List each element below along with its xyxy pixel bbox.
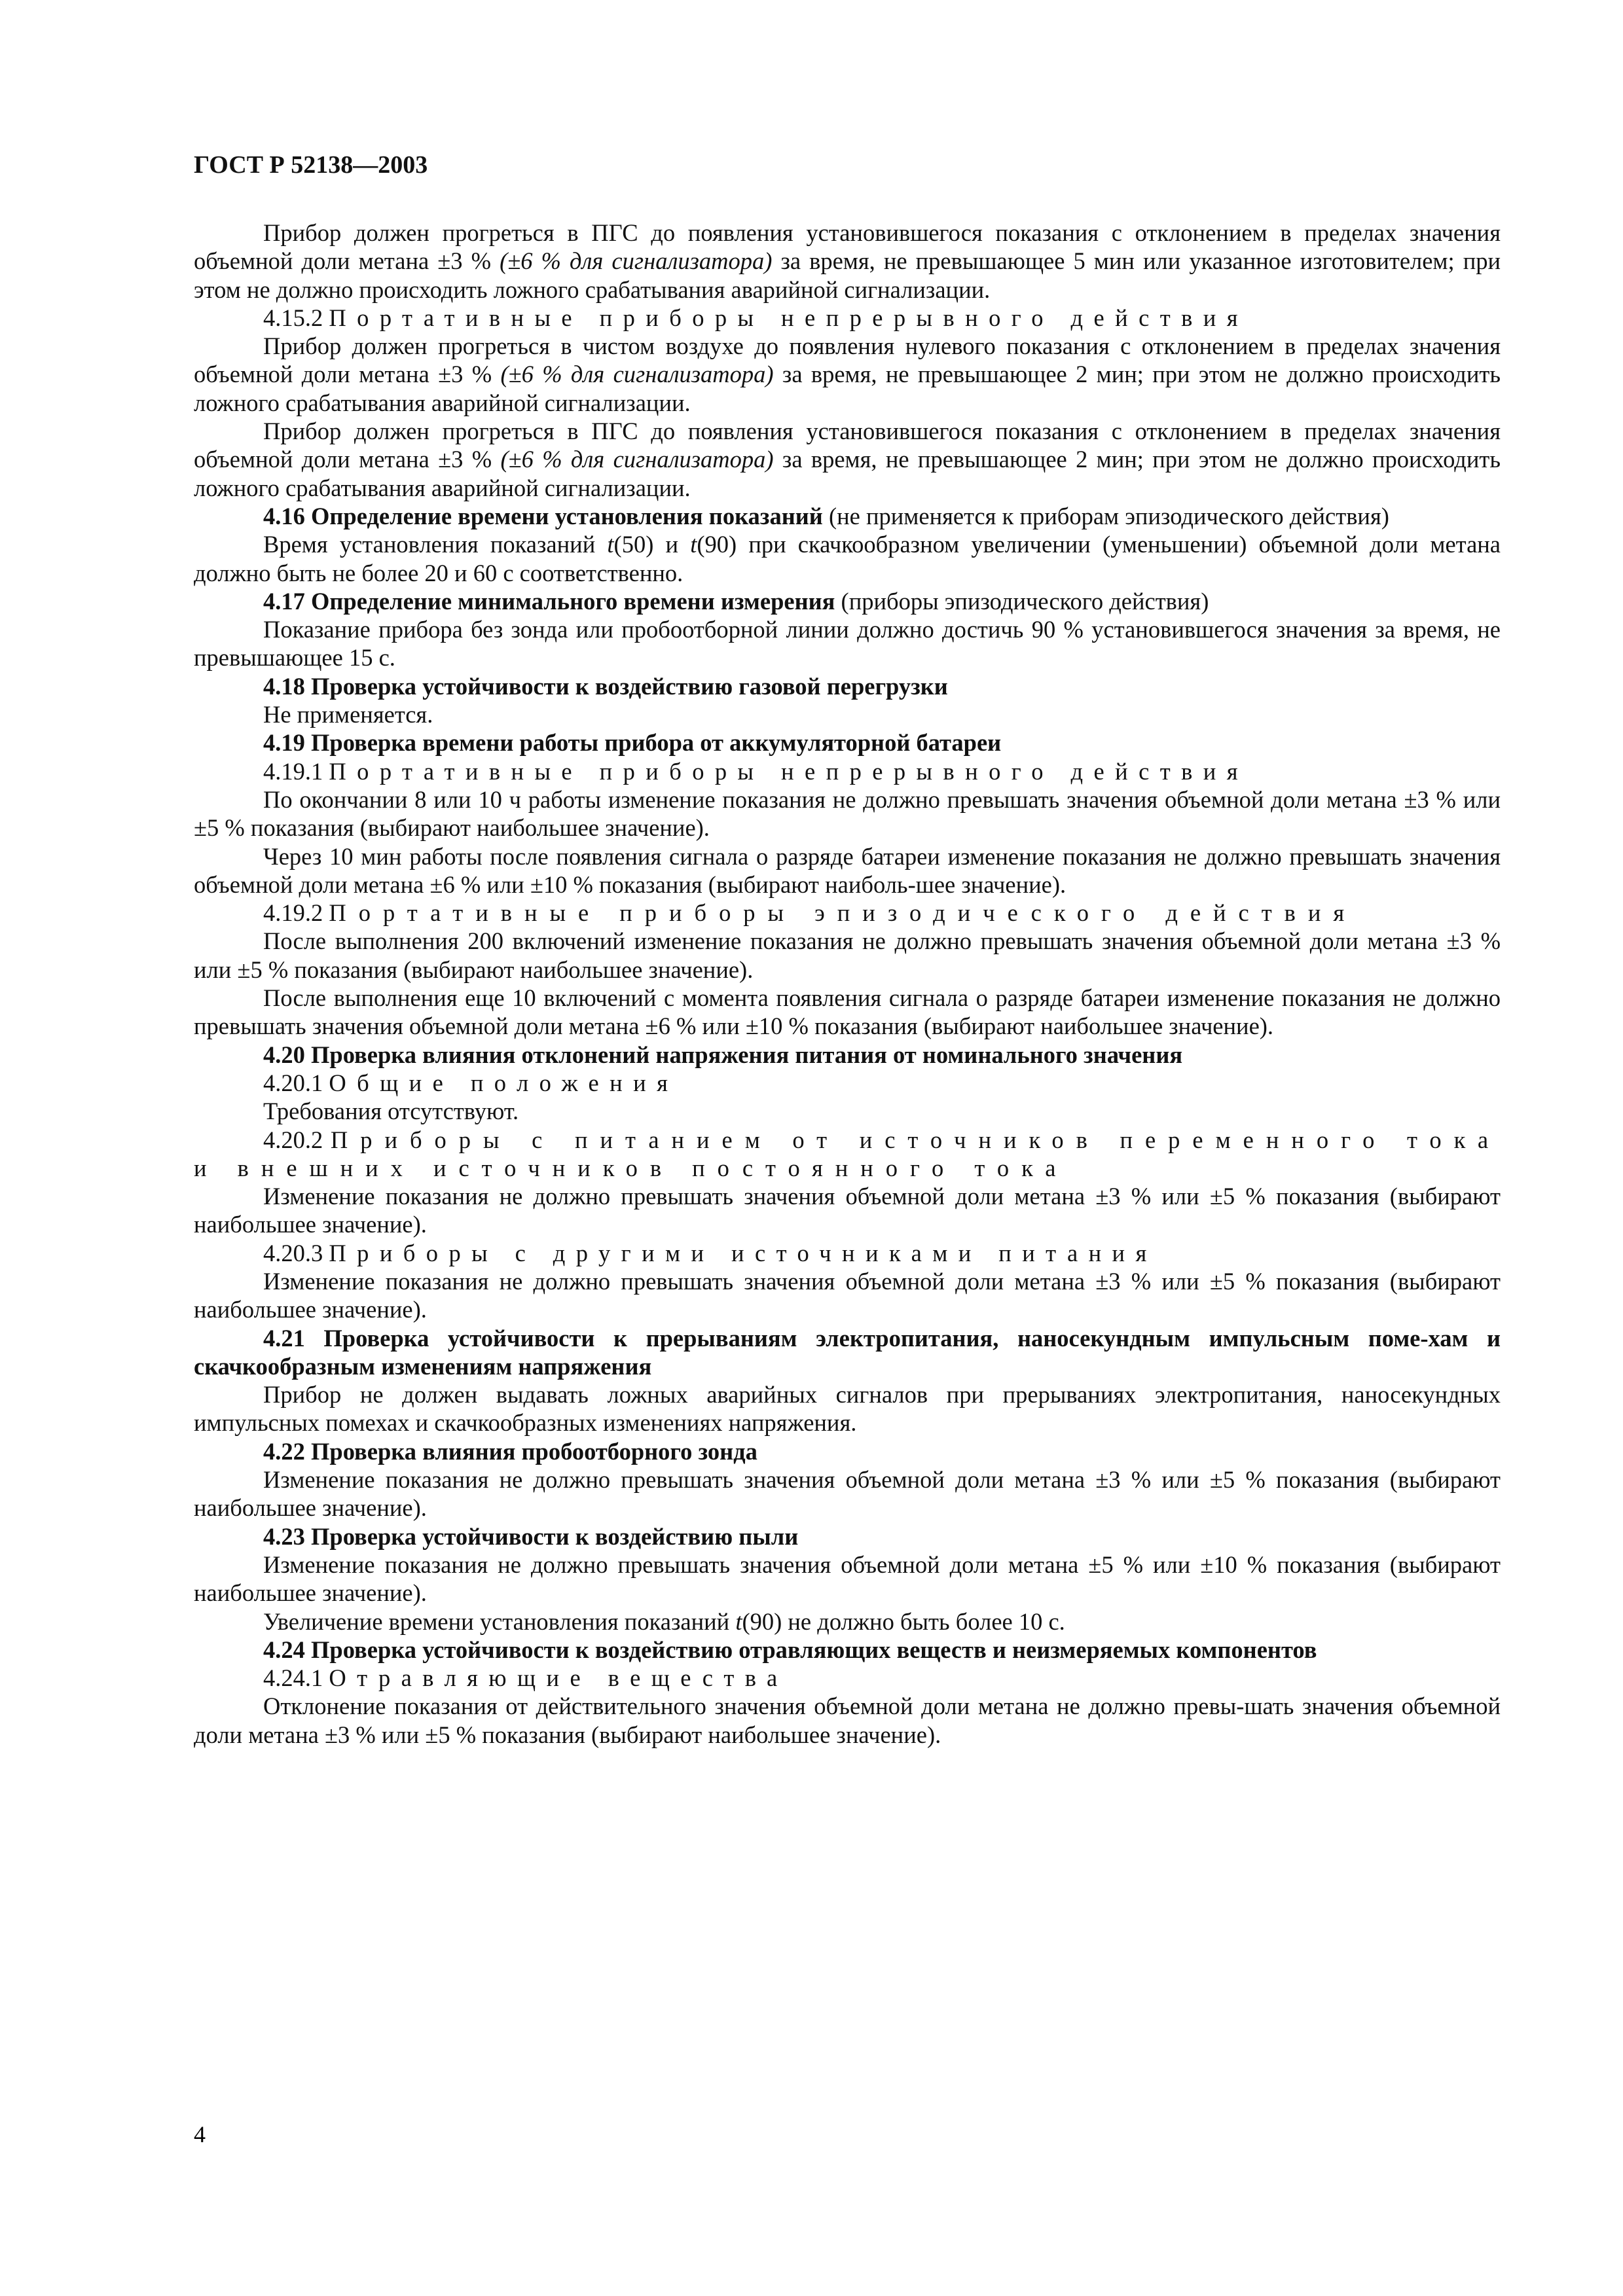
paragraph: Прибор должен прогреться в ПГС до появления установившегося показания с отклонением в пределах значения объемной доли метана ±3 % (±6 % для сигнализатора) за время, не превышающее 5 мин или указанное изготовителем; при этом не должно происходить ложного срабатывания аварийной сигнализации. [194,219,1501,303]
subsection-heading-4-19-1: 4.19.1 Портативные приборы непрерывного действия [263,757,1249,785]
subsection-heading-4-19-2: 4.19.2 Портативные приборы эпизодического действия [263,899,1357,927]
document-page [194,151,1501,1749]
section-heading-4-24: 4.24 Проверка устойчивости к воздействию отравляющих веществ и неизмеряемых компонентов [263,1636,1317,1663]
section-heading-4-22: 4.22 Проверка влияния пробоотборного зонда [263,1437,757,1465]
paragraph: После выполнения еще 10 включений с момента появления сигнала о разряде батареи изменение показания не должно превышать значения объемной доли метана ±6 % или ±10 % показания (выбирают наибольшее значение). [194,984,1501,1040]
paragraph: Изменение показания не должно превышать значения объемной доли метана ±3 % или ±5 % показания (выбирают наибольшее значение). [194,1466,1501,1522]
paragraph: Требования отсутствуют. [263,1098,519,1125]
paragraph: Время установления показаний t(50) и t(90) при скачкообразном увеличении (уменьшении) объемной доли метана должно быть не более 20 и 60 с соответственно. [194,531,1501,586]
paragraph: Прибор должен прогреться в чистом воздухе до появления нулевого показания с отклонением в пределах значения объемной доли метана ±3 % (±6 % для сигнализатора) за время, не превышающее 2 мин; при этом не должно происходить ложного срабатывания аварийной сигнализации. [194,332,1501,416]
paragraph: Не применяется. [263,701,433,728]
paragraph: Увеличение времени установления показаний t(90) не должно быть более 10 с. [263,1607,1065,1635]
subsection-heading-4-20-2: 4.20.2 Приборы с питанием от источников переменного тока и внешних источников постоянного тока [194,1126,1501,1181]
paragraph: После выполнения 200 включений изменение показания не должно превышать значения объемной доли метана ±3 % или ±5 % показания (выбирают наибольшее значение). [194,927,1501,983]
paragraph: Изменение показания не должно превышать значения объемной доли метана ±3 % или ±5 % показания (выбирают наибольшее значение). [194,1183,1501,1238]
section-heading-4-17: 4.17 Определение минимального времени измерения (приборы эпизодического действия) [263,587,1209,615]
paragraph: Через 10 мин работы после появления сигнала о разряде батареи изменение показания не должно превышать значения объемной доли метана ±6 % или ±10 % показания (выбирают наиболь-шее значение). [194,842,1501,898]
section-heading-4-20: 4.20 Проверка влияния отклонений напряжения питания от номинального значения [263,1041,1183,1068]
section-heading-4-16: 4.16 Определение времени установления показаний (не применяется к приборам эпизодического действия) [263,502,1389,529]
paragraph: Прибор не должен выдавать ложных аварийных сигналов при прерываниях электропитания, наносекундных импульсных помехах и скачкообразных изменениях напряжения. [194,1381,1501,1437]
page-header-title: ГОСТ Р 52138—2003 [194,151,428,179]
subsection-heading-4-15-2: 4.15.2 Портативные приборы непрерывного действия [263,304,1249,331]
subsection-heading-4-20-3: 4.20.3 Приборы с другими источниками питания [263,1239,1158,1266]
paragraph: Отклонение показания от действительного значения объемной доли метана не должно превы-шать значения объемной доли метана ±3 % или ±5 % показания (выбирают наибольшее значение). [194,1693,1501,1748]
subsection-heading-4-20-1: 4.20.1 Общие положения [263,1069,679,1096]
paragraph: Изменение показания не должно превышать значения объемной доли метана ±5 % или ±10 % показания (выбирают наибольшее значение). [194,1551,1501,1607]
section-heading-4-23: 4.23 Проверка устойчивости к воздействию пыли [263,1522,799,1550]
page-number: 4 [194,2121,206,2147]
section-heading-4-18: 4.18 Проверка устойчивости к воздействию газовой перегрузки [263,672,948,700]
section-heading-4-21: 4.21 Проверка устойчивости к прерываниям электропитания, наносекундным импульсным поме-хам и скачкообразным изменениям напряжения [194,1324,1501,1380]
paragraph: Изменение показания не должно превышать значения объемной доли метана ±3 % или ±5 % показания (выбирают наибольшее значение). [194,1267,1501,1323]
paragraph: Показание прибора без зонда или пробоотборной линии должно достичь 90 % установившегося значения за время, не превышающее 15 с. [194,616,1501,672]
paragraph: Прибор должен прогреться в ПГС до появления установившегося показания с отклонением в пределах значения объемной доли метана ±3 % (±6 % для сигнализатора) за время, не превышающее 2 мин; при этом не должно происходить ложного срабатывания аварийной сигнализации. [194,418,1501,501]
section-heading-4-19: 4.19 Проверка времени работы прибора от аккумуляторной батареи [263,729,1002,757]
paragraph: По окончании 8 или 10 ч работы изменение показания не должно превышать значения объемной доли метана ±3 % или ±5 % показания (выбирают наибольшее значение). [194,785,1501,842]
subsection-heading-4-24-1: 4.24.1 Отравляющие вещества [263,1664,788,1692]
